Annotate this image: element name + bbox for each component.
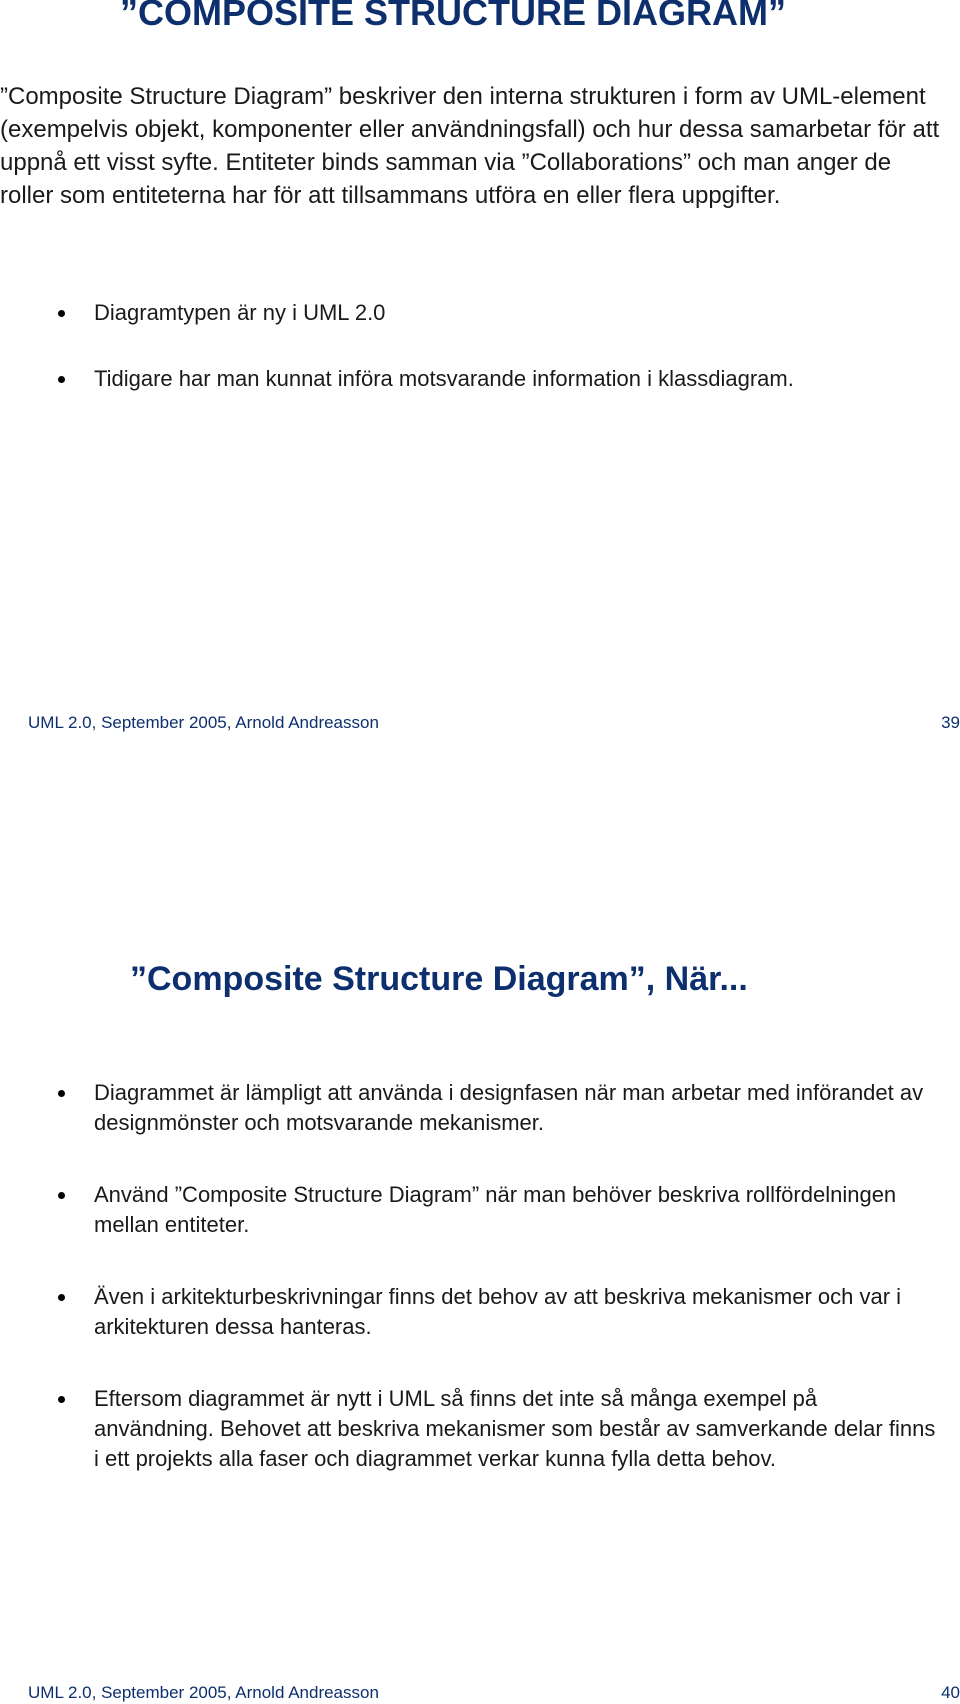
bullet-item [0, 1282, 940, 1342]
bullet-item [0, 1078, 940, 1138]
bullet-item [0, 1180, 940, 1240]
bullet-item [0, 1384, 940, 1474]
bullet-dot-icon [58, 376, 65, 383]
slide-39 [0, 0, 960, 760]
bullet-text: Eftersom diagrammet är nytt i UML så finns det inte så många exempel på användning. Behovet att beskriva mekanismer som består av samverkande delar finns i ett projekts alla faser och diagrammet verkar kunna fylla detta behov. [94, 1386, 936, 1471]
bullet-text: Diagramtypen är ny i UML 2.0 [94, 300, 386, 325]
page-number: 40 [941, 1683, 960, 1702]
slide-footer: UML 2.0, September 2005, Arnold Andreasson [28, 1683, 379, 1702]
slide-40 [0, 850, 960, 1704]
bullet-dot-icon [58, 1192, 65, 1199]
slide-footer: UML 2.0, September 2005, Arnold Andreasson [28, 713, 379, 732]
slide-title: ”COMPOSITE STRUCTURE DIAGRAM” [120, 0, 786, 33]
bullet-list [0, 1078, 940, 1474]
bullet-text: Tidigare har man kunnat införa motsvarande information i klassdiagram. [94, 366, 794, 391]
bullet-text: Även i arkitekturbeskrivningar finns det behov av att beskriva mekanismer och var i arkitekturen dessa hanteras. [94, 1284, 902, 1339]
bullet-text: Använd ”Composite Structure Diagram” när man behöver beskriva rollfördelningen mellan entiteter. [94, 1182, 897, 1237]
slide-intro-paragraph: ”Composite Structure Diagram” beskriver den interna strukturen i form av UML-element (exempelvis objekt, komponenter eller användningsfall) och hur dessa samarbetar för att uppnå ett visst syfte. Entiteter binds samman via ”Collaborations” och man anger de roller som entiteterna har för att tillsammans utföra en eller flera uppgifter. [0, 83, 940, 209]
slide-title: ”Composite Structure Diagram”, När... [130, 960, 748, 998]
bullet-dot-icon [58, 1294, 65, 1301]
bullet-list [0, 298, 794, 394]
bullet-dot-icon [58, 1090, 65, 1097]
bullet-item [0, 298, 794, 328]
bullet-dot-icon [58, 1396, 65, 1403]
bullet-item [0, 364, 794, 394]
page-number: 39 [941, 713, 960, 732]
bullet-text: Diagrammet är lämpligt att använda i designfasen när man arbetar med införandet av designmönster och motsvarande mekanismer. [94, 1080, 924, 1135]
bullet-dot-icon [58, 310, 65, 317]
